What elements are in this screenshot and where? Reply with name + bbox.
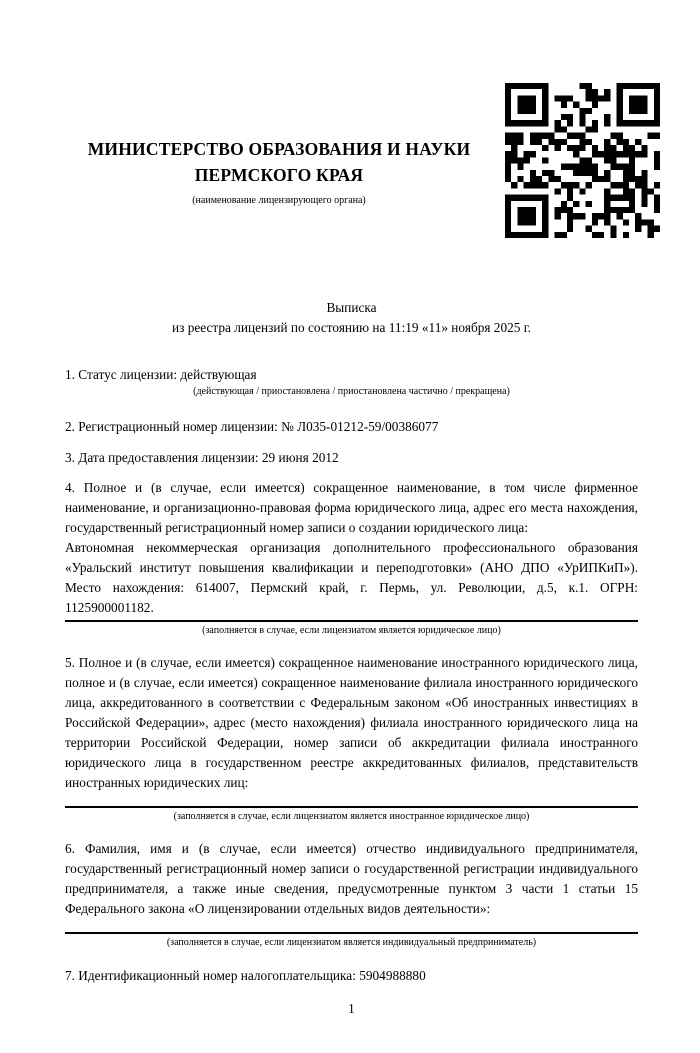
page-number: 1 [348,1001,355,1016]
legal-entity-label: 4. Полное и (в случае, если имеется) сокращенное наименование, в том числе фирменное наименование, и организационно-правовая форма юридического лица, адрес его места нахождения, государственный регистрационный номер записи о создании юридического лица: [65,480,638,535]
license-status-line: 1. Статус лицензии: действующая [65,367,257,382]
fill-in-rule [65,932,638,934]
legal-entity-value: Автономная некоммерческая организация дополнительного профессионального образования «Уральский институт повышения квалификации и переподготовки» (АНО ДПО «УрИПКиП»). Место нахождения: 614007, Пермский край, г. Пермь, ул. Революции, д.5, к.1. ОГРН: 1125900001182. [65,540,638,615]
extract-title: Выписка [326,300,377,315]
ministry-name-line1: МИНИСТЕРСТВО ОБРАЗОВАНИЯ И НАУКИ [87,138,471,159]
license-status-section [65,366,638,398]
license-status-caption: (действующая / приостановлена / приостановлена частично / прекращена) [193,386,510,397]
extract-title-block [65,298,638,338]
ministry-name-line2: ПЕРМСКОГО КРАЯ [194,164,364,185]
foreign-entity-section [65,653,638,823]
licensing-authority-block [65,136,505,206]
qr-code [505,83,660,238]
ministry-caption: (наименование лицензирующего органа) [192,194,366,206]
grant-date-line: 3. Дата предоставления лицензии: 29 июня 2012 [65,450,339,465]
individual-entrepreneur-section [65,839,638,949]
registration-number-line: 2. Регистрационный номер лицензии: № Л035-01212-59/00386077 [65,419,439,434]
legal-entity-section [65,478,638,637]
foreign-entity-label: 5. Полное и (в случае, если имеется) сокращенное наименование иностранного юридического лица, полное и (в случае, если имеется) сокращенное наименование филиала иностранного юридического лица, аккредитованного в соответствии с Федеральным законом «Об иностранных инвестициях в Российской Федерации», адрес (место нахождения) филиала иностранного юридического лица на территории Российской Федерации, номер записи об аккредитации филиала иностранного юридического лица в государственном реестре аккредитованных филиалов, представительств иностранных юридических лиц: [65,655,638,790]
taxpayer-number-line: 7. Идентификационный номер налогоплательщика: 5904988880 [65,968,426,983]
fill-in-rule [65,620,638,622]
fill-in-rule [65,806,638,808]
foreign-entity-caption: (заполняется в случае, если лицензиатом является иностранное юридическое лицо) [173,811,530,822]
extract-subtitle: из реестра лицензий по состоянию на 11:19 «11» ноября 2025 г. [172,320,531,335]
blank-fill-in [65,919,638,932]
individual-entrepreneur-label: 6. Фамилия, имя и (в случае, если имеется) отчество индивидуального предпринимателя, государственный регистрационный номер записи о государственной регистрации индивидуального предпринимателя, а также иные сведения, предусмотренные пунктом 3 части 1 статьи 15 Федерального закона «О лицензировании отдельных видов деятельности»: [65,841,638,916]
individual-entrepreneur-caption: (заполняется в случае, если лицензиатом является индивидуальный предприниматель) [166,937,537,948]
legal-entity-caption: (заполняется в случае, если лицензиатом является юридическое лицо) [202,625,501,636]
document-header [65,83,638,238]
extract-items [65,366,638,984]
blank-fill-in [65,793,638,806]
